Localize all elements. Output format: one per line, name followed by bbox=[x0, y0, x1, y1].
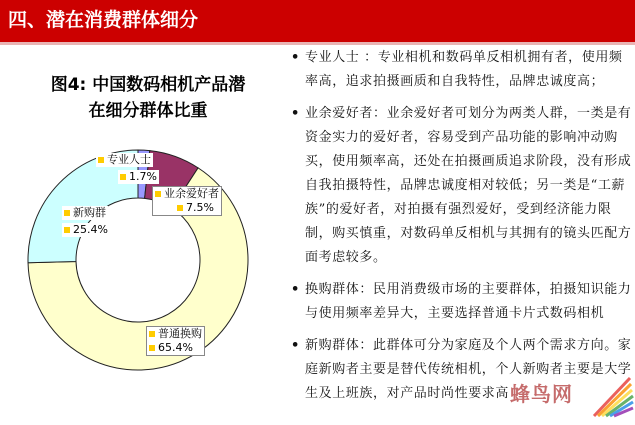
watermark-text: 蜂鸟网 bbox=[510, 382, 573, 406]
bullet-icon: • bbox=[291, 106, 300, 121]
slice-value: 1.7% bbox=[129, 170, 157, 183]
bullet-text: 换购群体：民用消费级市场的主要群体，拍摄知识能力与使用频率差异大，主要选择普通卡片式数码相机 bbox=[305, 282, 632, 321]
bullet-item-professional bbox=[285, 46, 633, 94]
legend-square-icon bbox=[98, 157, 104, 163]
bullet-icon: • bbox=[291, 282, 300, 297]
bullet-text: 业余爱好者：业余爱好者可划分为两类人群，一类是有资金实力的爱好者，容易受到产品功能的影响冲动购买，使用频率高，还处在拍摄画质追求阶段，没有形成自我拍摄特性，品牌忠诚度相对较低；另一类是“工薪族”的爱好者，对拍摄有强烈爱好，受到经济能力限制，购买慎重，对数码单反相机与其拥有的镜头匹配方面考虑较多。 bbox=[305, 106, 632, 265]
bullet-icon: • bbox=[291, 50, 300, 65]
chart-title-line-2: 在细分群体比重 bbox=[88, 101, 208, 121]
section-header bbox=[0, 0, 635, 42]
slice-name: 业余爱好者 bbox=[164, 187, 219, 200]
slice-name: 普通换购 bbox=[158, 327, 202, 340]
slice-value-professional bbox=[118, 170, 159, 184]
header-divider bbox=[0, 42, 635, 45]
watermark-logo bbox=[510, 372, 634, 422]
bullet-icon: • bbox=[291, 338, 300, 353]
slice-label-amateur bbox=[152, 186, 222, 216]
bullet-item-amateur bbox=[285, 102, 633, 270]
chart-title bbox=[28, 72, 268, 124]
section-title: 四、潜在消费群体细分 bbox=[8, 9, 199, 31]
slice-name: 专业人士 bbox=[107, 153, 151, 166]
slice-value-newbuyer bbox=[62, 223, 110, 237]
legend-square-icon bbox=[149, 331, 155, 337]
legend-square-icon bbox=[64, 227, 70, 233]
legend-square-icon bbox=[120, 174, 126, 180]
bullet-text: 新购群体：此群体可分为家庭及个人两个需求方向。家庭新购者主要是替代传统相机，个人新购者主要是大学生及上班族，对产品时尚性要求高 bbox=[305, 338, 632, 401]
legend-square-icon bbox=[64, 210, 70, 216]
bullet-list bbox=[285, 46, 633, 425]
bullet-text: 专业人士 ：专业相机和数码单反相机拥有者，使用频率高，追求拍摄画质和自我特性，品牌忠诚度高； bbox=[305, 50, 623, 89]
slice-value: 65.4% bbox=[158, 341, 193, 354]
legend-square-icon bbox=[149, 345, 155, 351]
bullet-item-upgrade bbox=[285, 278, 633, 326]
slice-label-professional bbox=[96, 153, 153, 167]
slice-value: 25.4% bbox=[73, 223, 108, 236]
legend-square-icon bbox=[155, 191, 161, 197]
slice-name: 新购群 bbox=[73, 206, 106, 219]
chart-title-line-1: 图4: 中国数码相机产品潜 bbox=[50, 75, 246, 95]
slice-label-newbuyer bbox=[62, 206, 108, 220]
legend-square-icon bbox=[177, 205, 183, 211]
slice-label-regular bbox=[146, 326, 205, 356]
slice-value: 7.5% bbox=[186, 201, 214, 214]
